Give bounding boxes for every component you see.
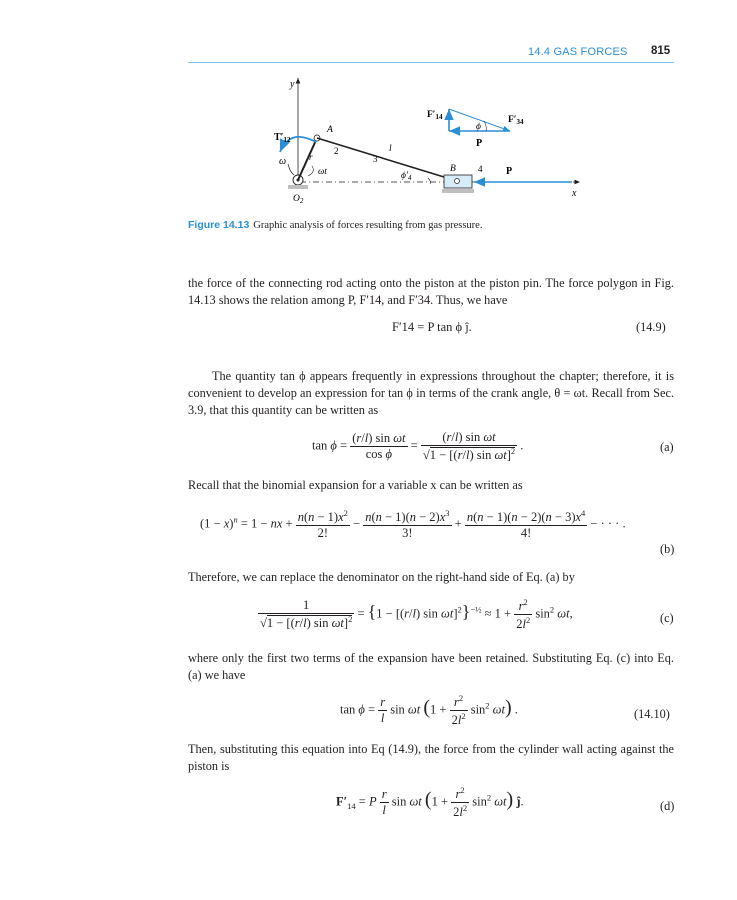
p-force-label: P [476, 138, 483, 149]
ground-hatch [288, 185, 308, 189]
o2-label: $O_2$ [293, 194, 304, 205]
paragraph-1: the force of the connecting rod acting onto the piston at the piston pin. The force polygon in Fig. 14.13 shows the relation among P, F′14, and F′34. Thus, we have [188, 276, 674, 307]
equation-14-9-number: (14.9) [636, 320, 666, 334]
equation-14-10-number: (14.10) [634, 707, 670, 721]
paragraph-5: where only the first two terms of the expansion have been retained. Substituting Eq. (c) into Eq. (a) we have [188, 651, 674, 682]
link-l-label: l [389, 144, 392, 154]
section-title: 14.4 GAS FORCES [528, 46, 628, 58]
f14-label: $F'_{14}$ [427, 110, 443, 121]
page-number: 815 [651, 45, 671, 57]
wt-arc [308, 166, 313, 176]
point-b-label: B [450, 164, 456, 174]
equation-c-number: (c) [660, 611, 674, 625]
y-axis-label: y [290, 79, 295, 90]
header-rule [188, 62, 674, 63]
connecting-rod [317, 138, 457, 181]
equation-b-number: (b) [660, 542, 675, 556]
equation-d-number: (d) [660, 799, 675, 813]
crank-slider-figure [260, 68, 600, 210]
paragraph-3: Recall that the binomial expansion for a variable x can be written as [188, 478, 523, 492]
link2-label: 2 [334, 146, 339, 156]
equation-d: $F'_{14} = P$ $\frac{r}{l}$ sin ωt (1 + $\frac{r^2}{2l^2}$ $\sin^2 \omega t$) ĵ. [336, 785, 524, 820]
piston-pin [455, 179, 460, 184]
equation-14-9: F′14 = P tan ϕ ĵ. [392, 320, 472, 334]
paragraph-4: Therefore, we can replace the denominator on the right-hand side of Eq. (a) by [188, 570, 575, 584]
figure-caption [188, 219, 668, 231]
crank-link [298, 138, 317, 180]
piston-ground [442, 189, 474, 193]
phi4-label: $\phi'_4$ [401, 171, 412, 182]
equation-a: tan ϕ = $\frac{\text{(r/l) sin ωt}}{\text{cos ϕ}}$ = $\frac{\text{(r/l) sin ωt}}{√1 - [(r/l) \sin \omega t]^2}$ . [312, 430, 524, 463]
r-label: r [309, 152, 313, 162]
link4-label: 4 [478, 164, 483, 174]
equation-c: $\frac{1}{√1 - [(r/l) \sin \omega t]^2}$ = {1 − [(r/l) sin ωt]$^2$}$^{-\frac{1}{2}}$ ≈ 1 + $\frac{r^2}{2l^2}$ $\sin^2 \omega t$, [260, 597, 573, 632]
link3-label: 3 [373, 154, 378, 164]
paragraph-2: The quantity tan ϕ appears frequently in expressions throughout the chapter; therefore, it is convenient to develop an expression for tan ϕ in terms of the crank angle, θ = ωt. Recall from Sec. 3.9, that this quantity can be written as [188, 369, 674, 417]
phi-label: ϕ [476, 122, 481, 132]
wt-label: ωt [318, 166, 327, 176]
paragraph-6: Then, substituting this equation into Eq (14.9), the force from the cylinder wall acting against the piston is [188, 742, 674, 773]
figure-label: Figure 14.13 [188, 219, 250, 231]
f34-label: $F'_{34}$ [508, 115, 524, 126]
omega-label: ω [279, 156, 287, 167]
equation-a-number: (a) [660, 440, 674, 454]
equation-b: $(1 - x)^n = 1$ − nx + $\frac{n(n - 1)x^2}{2!}$ − $\frac{n(n - 1)(n - 2)x^3}{3!}$ + $\frac{n(n - 1)(n - 2)(n - 3)x^4}{4!}$ − · · · . [200, 508, 626, 541]
x-axis-label: x [572, 188, 577, 199]
equation-14-10: tan ϕ = $\frac{r}{l}$ sin ωt (1 + $\frac{r^2}{2l^2}$ $\sin^2 \omega t$) . [340, 693, 518, 728]
omega-arc [288, 164, 294, 175]
gas-force-label: P [506, 166, 513, 177]
figure-caption-text: Graphic analysis of forces resulting from gas pressure. [253, 220, 483, 231]
torque-label: $T'_{12}$ [274, 132, 291, 144]
point-a-label: A [327, 125, 333, 135]
phi4-arc [428, 178, 431, 184]
